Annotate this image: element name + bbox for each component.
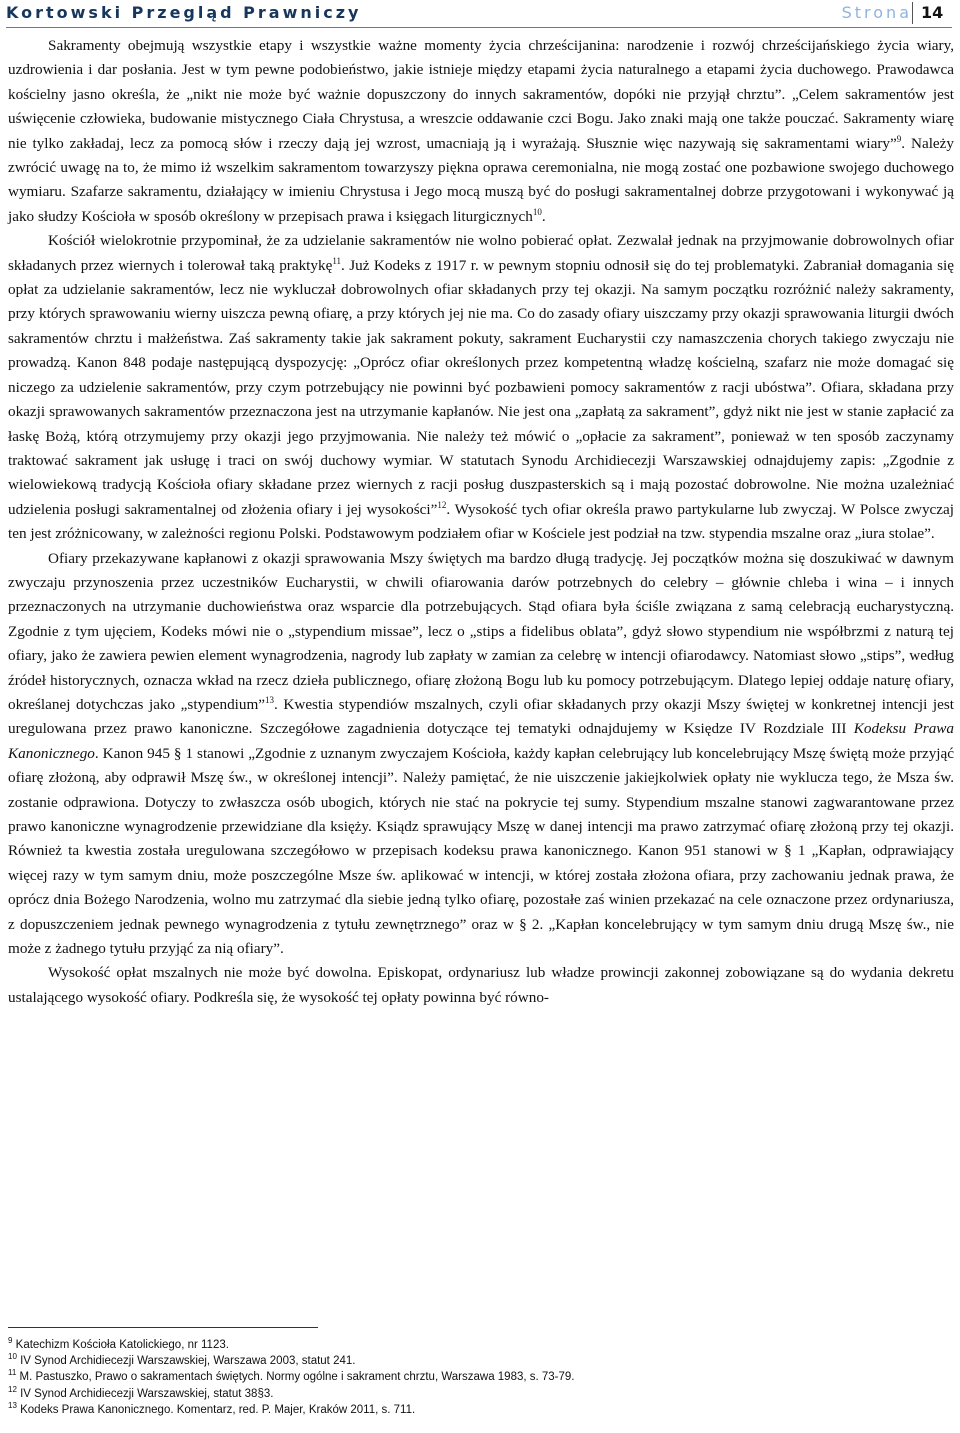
paragraph: [8, 547, 954, 962]
footnote-number: 9: [8, 1336, 13, 1345]
footnote: [8, 1337, 948, 1353]
footnote-number: 13: [8, 1400, 17, 1410]
paragraph-text: . Należy zwrócić uwagę na to, że mimo iż wszelkim sakramentom towarzyszy piękna oprawa ceremonialna, nie mogą zostać one pozbawione swojego duchowego wymiaru. Szafarze sakramentu, działający w imieniu Chrystusa i Jego mocą muszą być do posługi sakramentalnej dobrze przygotowani i wykonywać ją jako słudzy Kościoła w sposób określony w przepisach prawa i księgach liturgicznych: [8, 134, 954, 225]
paragraph-text: . Już Kodeks z 1917 r. w pewnym stopniu odnosił się do tej problematyki. Zabraniał domagania się opłat za udzielanie sakramentów, lecz nie wykluczał dobrowolnych ofiar składanych przy tej okazji. Na samym początku rozróżnić należy sakramenty, przy których sprawowaniu wierny uiszcza pewną ofiarę, a przy których jej nie ma. Co do zasady ofiary uiszczamy przy okazji sprawowania liturgii dwóch sakramentów chrztu i małżeństwa. Zaś sakramenty takie jak sakrament pokuty, sakrament Eucharystii czy namaszczenia chorych takiego zwyczaju nie prowadzą. Kanon 848 podaje następującą dyspozycję: „Oprócz ofiar określonych przez kompetentną władzę kościelną, szafarz nie może domagać się niczego za udzielenie sakramentów, przy czym potrzebujący nie powinni być pozbawieni pomocy sakramentów z racji ubóstwa”. Ofiara, składana przy okazji sprawowanych sakramentów przeznaczona jest na utrzymanie kapłanów. Nie jest ona „zapłatą za sakrament”, gdyż nikt nie jest w stanie zapłacić za łaskę Bożą, którą otrzymujemy przy okazji jego przyjmowania. Nie należy też mówić o „opłacie za sakrament”, ponieważ w ten sposób zaczynamy traktować sakrament jak usługę i traci on swój duchowy wymiar. W statutach Synodu Archidiecezji Warszawskiej odnajdujemy zapis: „Zgodnie z wielowiekową tradycją Kościoła ofiary składane przez wiernych z racji posług duszpasterskich są i mają pozostać dobrowolne. Nie można uzależniać udzielenia posługi sakramentalnej od złożenia ofiary i jej wysokości”: [8, 256, 954, 518]
footnote-ref: 9: [896, 133, 902, 144]
footnote: [8, 1369, 948, 1385]
footnote-ref: 10: [532, 206, 542, 217]
footnote-text: IV Synod Archidiecezji Warszawskiej, statut 38§3.: [16, 1387, 274, 1400]
paragraph-text: Kościół wielokrotnie przypominał, że za udzielanie sakramentów nie wolno pobierać opłat. Zezwalał jednak na przyjmowanie dobrowolnych ofiar składanych przez wiernych i tolerował taką praktykę: [8, 232, 954, 274]
paragraph: [8, 34, 954, 229]
paragraph-text: Ofiary przekazywane kapłanowi z okazji sprawowania Mszy świętych ma bardzo długą tradycję. Jej początków można się doszukiwać w dawnym zwyczaju przynoszenia przez uczestników Eucharystii, w chwili ofiarowania darów potrzebnych do celebry – głównie chleba i wina – i innych przeznaczonych na utrzymanie duchowieństwa oraz wsparcie dla potrzebujących. Stąd ofiara była ściśle związana z samą celebracją eucharystyczną. Zgodnie z tym ujęciem, Kodeks mówi nie o „stypendium missae”, lecz o „stips a fidelibus oblata”, gdyż słowo stypendium nie współbrzmi z naturą tej ofiary, jako że zawiera pewien element wynagrodzenia, nagrody lub zapłaty w zamian za celebrę w intencji ofiarodawcy. Natomiast słowo „stips”, według źródeł historycznych, oznacza wkład na rzecz dzieła publicznego, ofiarę złożoną Bogu lub ku pomocy potrzebującym. Dlatego lepiej oddaje naturę ofiary, określanej dotychczas jako „stypendium”: [8, 549, 954, 713]
footnote-text: M. Pastuszko, Prawo o sakramentach świętych. Normy ogólne i sakrament chrztu, Warszawa 1983, s. 73-79.: [16, 1371, 575, 1384]
paragraph-text: . Wysokość tych ofiar określa prawo partykularne lub zwyczaj. W Polsce zwyczaj ten jest zróżnicowany, w zależności regionu Polski. Podstawowym podziałem ofiar w Kościele jest podział na tzw. stypendia mszalne oraz „iura stolae”.: [8, 500, 954, 543]
paragraph-text: .: [541, 207, 546, 225]
paragraph-text: Wysokość opłat mszalnych nie może być dowolna. Episkopat, ordynariusz lub władze prowincji zakonnej zobowiązane są do wydania dekretu ustalającego wysokość ofiary. Podkreśla się, że wysokość tej opłaty powinna być równo-: [8, 964, 954, 1006]
page-number: 14: [921, 3, 944, 22]
footnote-text: Katechizm Kościoła Katolickiego, nr 1123.: [12, 1339, 229, 1351]
footnote-number: 12: [8, 1384, 17, 1394]
article-body: [8, 34, 954, 1010]
footnote-number: 10: [8, 1352, 17, 1362]
paragraph-text: . Kwestia stypendiów mszalnych, czyli ofiar składanych przy okazji Mszy świętej w konkretnej intencji jest uregulowana przez prawo kanoniczne. Szczegółowe zagadnienia dotyczące tej tematyki odnajdujemy w Księdze IV Rozdziale III: [8, 695, 954, 738]
italic-title: Kodeksu Prawa Kanonicznego: [8, 720, 955, 762]
page-label: Strona: [841, 3, 912, 22]
header-separator: [912, 2, 913, 24]
paragraph-text: Sakramenty obejmują wszystkie etapy i wszystkie ważne momenty życia chrześcijanina: narodzenie i rozwój chrześcijańskiego życia wiary, uzdrowienia i dar posłania. Jest w tym pewne podobieństwo, jakie istnieje między etapami życia naturalnego a etapami życia duchowego. Prawodawca kościelny jasno określa, że „nikt nie może być ważnie dopuszczony do innych sakramentów, dopóki nie przyjął chrztu”. „Celem sakramentów jest uświęcenie człowieka, budowanie mistycznego Ciała Chrystusa, a wreszcie oddawanie czci Bogu. Jako znaki mają one także pouczać. Sakramenty wiarę nie tylko zakładaj, lecz za pomocą słów i rzeczy dają jej wzrost, umacniają ją i wyrażają. Słusznie więc nazywają się sakramentami wiary”: [8, 37, 954, 152]
footnote-ref: 12: [437, 499, 447, 510]
footnote: [8, 1353, 948, 1369]
footnote-ref: 13: [265, 694, 275, 705]
journal-title: Kortowski Przegląd Prawniczy: [6, 3, 362, 22]
footnote: [8, 1386, 948, 1402]
footnote: [8, 1402, 948, 1418]
footnote-text: Kodeks Prawa Kanonicznego. Komentarz, red. P. Majer, Kraków 2011, s. 711.: [16, 1403, 416, 1416]
footnote-ref: 11: [332, 255, 341, 266]
page-header: [0, 0, 960, 28]
footnote-number: 11: [8, 1368, 17, 1378]
footnotes: [8, 1337, 948, 1418]
header-rule: [6, 27, 952, 28]
paragraph-text: . Kanon 945 § 1 stanowi „Zgodnie z uznanym zwyczajem Kościoła, każdy kapłan celebrujący lub koncelebrujący Mszę świętą może przyjąć ofiarę złożoną, aby odprawił Mszę św., w określonej intencji”. Należy pamiętać, że nie uiszczenie jakiejkolwiek opłaty nie wyklucza tego, że Msza św. zostanie odprawiona. Dotyczy to zwłaszcza osób ubogich, których nie stać na pokrycie tej sumy. Stypendium mszalne stanowi zagwarantowane przez prawo kanoniczne wynagrodzenie przewidziane dla księży. Ksiądz sprawujący Mszę w danej intencji ma prawo zatrzymać ofiarę złożoną przy tej okazji. Również ta kwestia została uregulowana szczegółowo w przepisach kodeksu prawa kanonicznego. Kanon 951 stanowi w § 1 „Kapłan, odprawiający więcej razy w tym samym dniu, może poszczególne Msze św. aplikować w intencji, w której została złożona ofiara, przy zachowaniu jednak prawa, że oprócz dnia Bożego Narodzenia, wolno mu zatrzymać dla siebie jedną tylko ofiarę, pozostałe zaś winien przekazać na cele oznaczone przez ordynariusza, z dopuszczeniem jednak pewnego wynagrodzenia z tytułu zewnętrznego” oraz w § 2. „Kapłan koncelebrujący w tym samym dniu drugą Mszę św., nie może z żadnego tytułu przyjąć za nią ofiary”.: [8, 744, 954, 958]
footnote-text: IV Synod Archidiecezji Warszawskiej, Warszawa 2003, statut 241.: [16, 1355, 356, 1368]
paragraph: [8, 229, 954, 546]
footnote-separator: [8, 1327, 318, 1328]
paragraph: [8, 961, 954, 1010]
